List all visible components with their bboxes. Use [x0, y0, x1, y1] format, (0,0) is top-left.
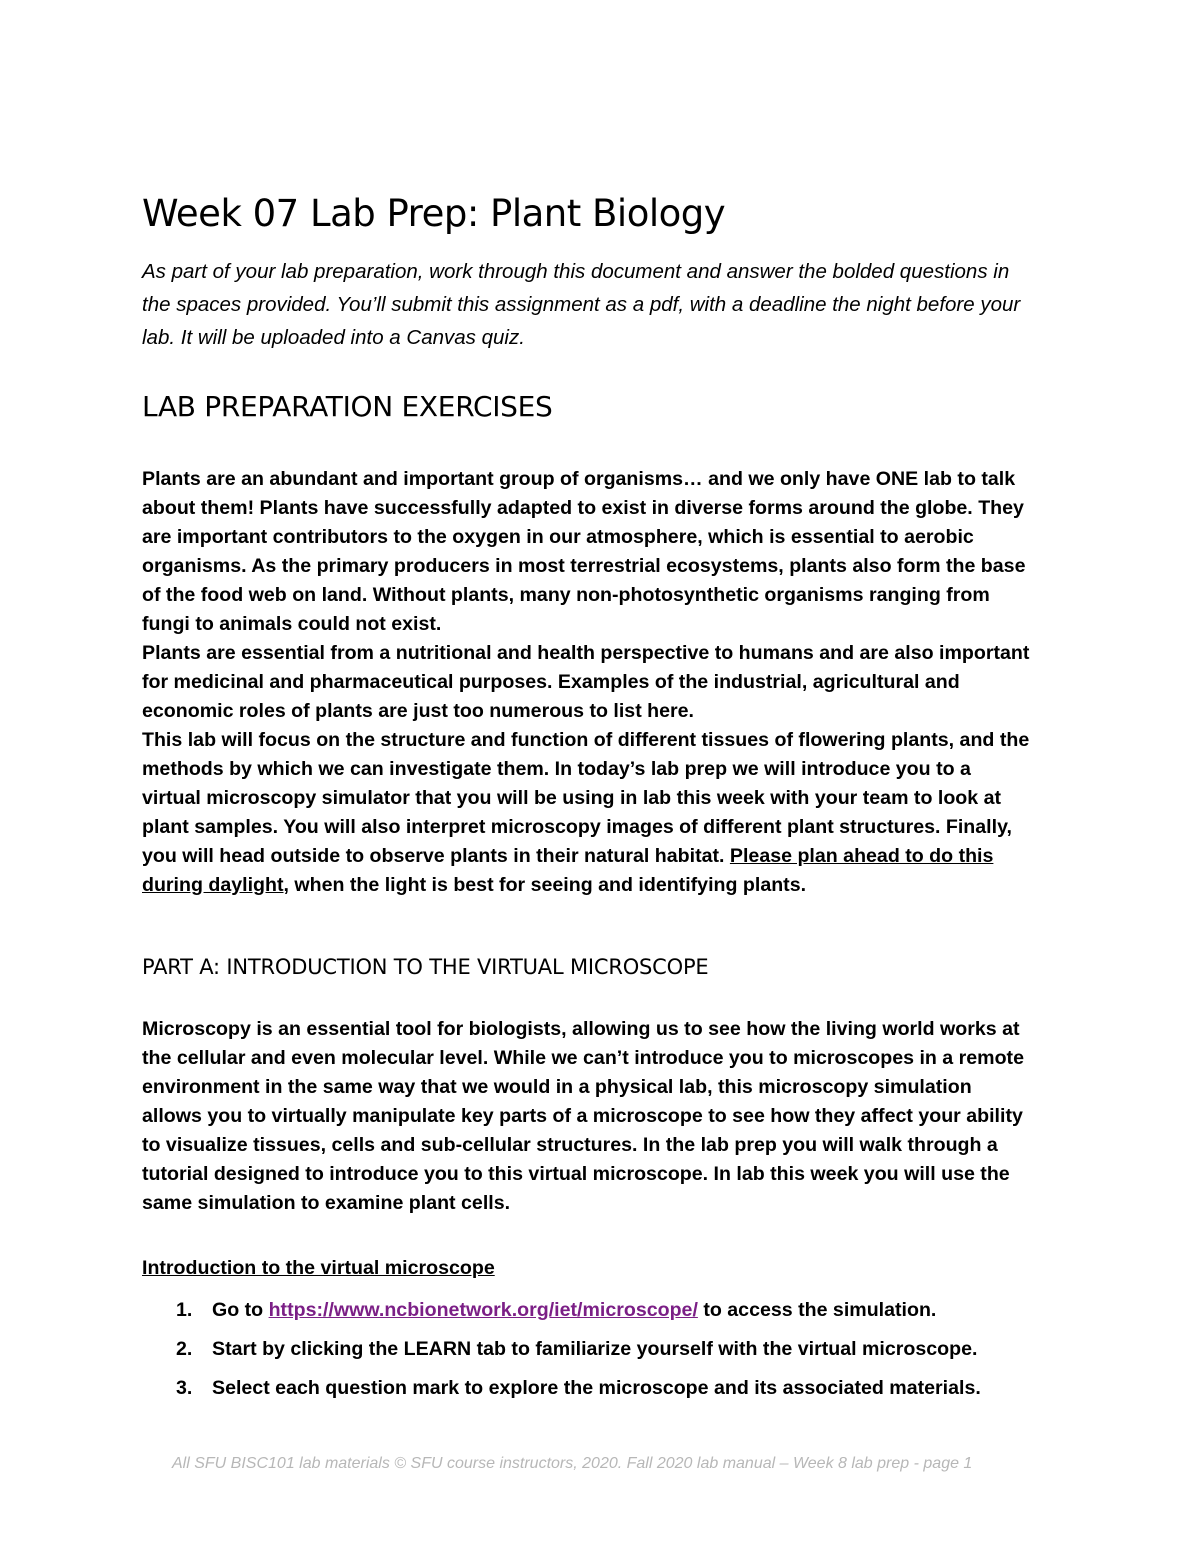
section-heading: LAB PREPARATION EXERCISES [142, 390, 553, 423]
document-title: Week 07 Lab Prep: Plant Biology [142, 192, 726, 235]
step-text-end: tab to familiarize yourself with the virtual microscope. [471, 1338, 978, 1360]
step-number: 2. [176, 1338, 193, 1360]
step-text-end: to access the simulation. [697, 1299, 937, 1321]
step-text: Select each question mark to explore the microscope and its associated materials. [212, 1377, 981, 1399]
step-text: Go to [212, 1299, 269, 1321]
step-text: Start by clicking the [212, 1338, 404, 1360]
lab-focus-end: , when the light is best for seeing and identifying plants. [283, 874, 807, 896]
microscope-link[interactable]: https://www.ncbionetwork.org/iet/microscope/ [268, 1299, 698, 1321]
instruction-steps [142, 1296, 1042, 1413]
paragraph-plants-abundant: Plants are an abundant and important group of organisms… and we only have ONE lab to talk about them! Plants have successfully adapted to exist in diverse forms around the globe. They are important contributors to the oxygen in our atmosphere, which is essential to aerobic organisms. As the primary producers in most terrestrial ecosystems, plants also form the base of the food web on land. Without plants, many non-photosynthetic organisms ranging from fungi to animals could not exist. [142, 468, 1026, 635]
part-a-paragraph: Microscopy is an essential tool for biologists, allowing us to see how the living world works at the cellular and even molecular level. While we can’t introduce you to microscopes in a remote environment in the same way that we would in a physical lab, this microscopy simulation allows you to virtually manipulate key parts of a microscope to see how they affect your ability to visualize tissues, cells and sub-cellular structures. In the lab prep you will walk through a tutorial designed to introduce you to this virtual microscope. In lab this week you will use the same simulation to examine plant cells. [142, 1018, 1024, 1214]
step-item [142, 1374, 1042, 1403]
part-a-heading: PART A: INTRODUCTION TO THE VIRTUAL MICROSCOPE [142, 955, 709, 979]
lab-focus-text: This lab will focus on the structure and function of different tissues of flowering plants, and the methods by which we can investigate them. In today’s lab prep we will introduce you to a virtual microscopy simulator that you will be using in lab this week with your team to look at plant samples. You will also interpret microscopy images of different plant structures. Finally, you will head outside to observe plants in their natural habitat. [142, 729, 1030, 867]
step-number: 3. [176, 1377, 193, 1399]
step-number: 1. [176, 1299, 193, 1321]
paragraph-lab-focus [142, 726, 1032, 900]
paragraph-plants-essential: Plants are essential from a nutritional and health perspective to humans and are also important for medicinal and pharmaceutical purposes. Examples of the industrial, agricultural and economic roles of plants are just too numerous to list here. [142, 642, 1030, 722]
lab-prep-body [142, 465, 1032, 900]
step-item [142, 1335, 1042, 1364]
intro-paragraph: As part of your lab preparation, work through this document and answer the bolded questions in the spaces provided. You’ll submit this assignment as a pdf, with a deadline the night before your lab. It will be uploaded into a Canvas quiz. [142, 260, 1021, 349]
learn-tab-label: LEARN [403, 1338, 472, 1360]
daylight-note: Please plan ahead to do this during daylight [142, 845, 994, 896]
intro-subheading: Introduction to the virtual microscope [142, 1257, 495, 1279]
step-item [142, 1296, 1042, 1325]
page-footer: All SFU BISC101 lab materials © SFU course instructors, 2020. Fall 2020 lab manual – Week 8 lab prep - page 1 [172, 1455, 973, 1472]
